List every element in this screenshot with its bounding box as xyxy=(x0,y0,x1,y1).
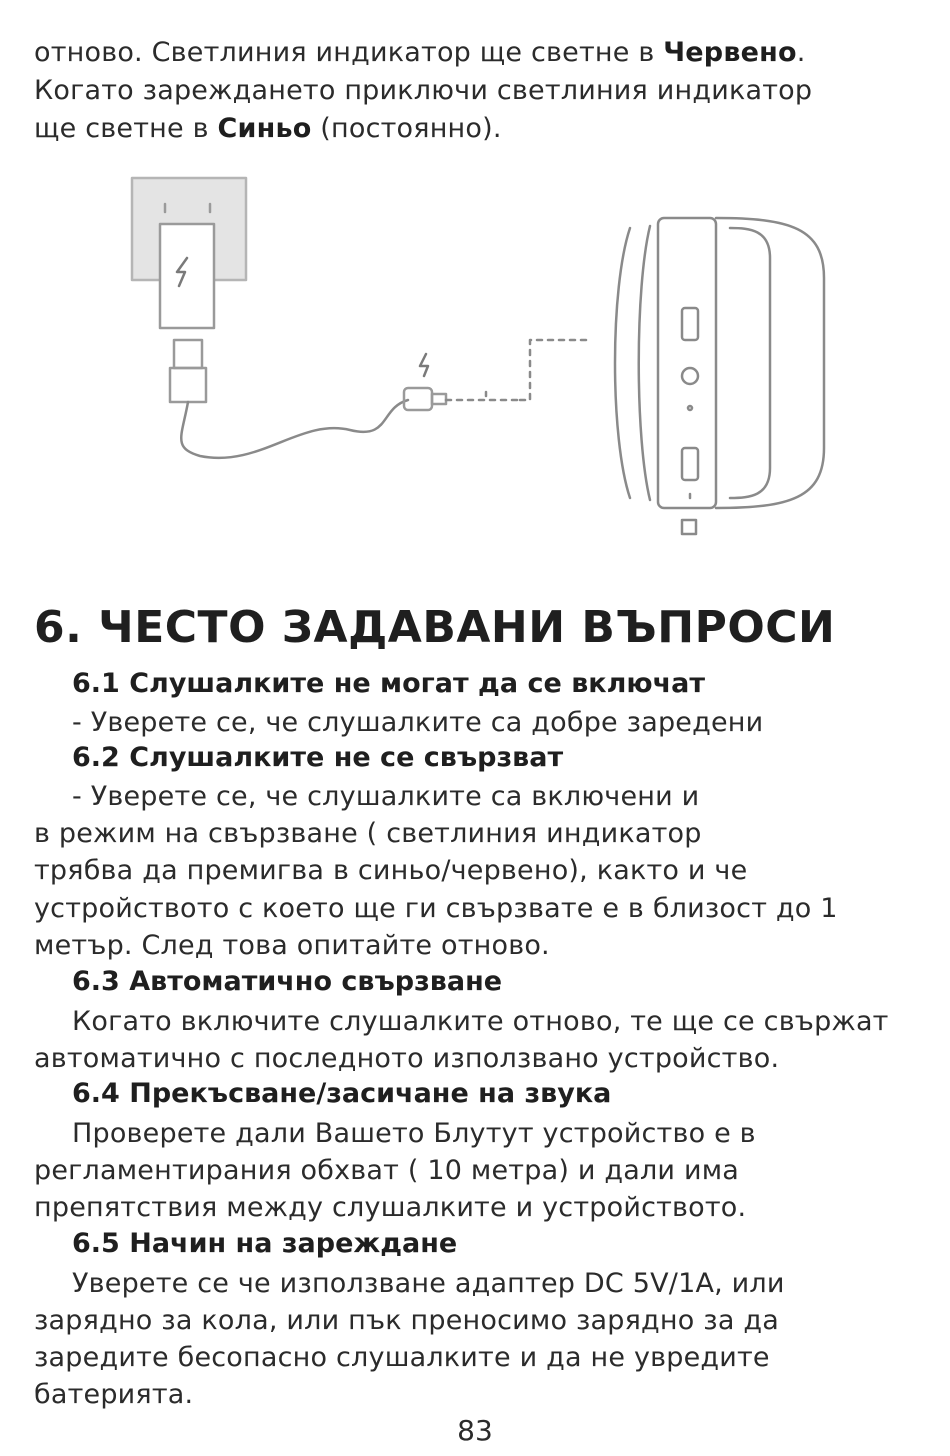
red-word: Червено xyxy=(663,37,797,68)
faq-6-4-line: Проверете дали Вашето Блутут устройство е в xyxy=(72,1118,756,1149)
intro-line-3: ще светне в Синьо (постоянно). xyxy=(34,113,502,144)
faq-6-4-title: 6.4 Прекъсване/засичане на звука xyxy=(72,1078,612,1109)
intro-line-2: Когато зареждането приключи светлиния индикатор xyxy=(34,75,813,106)
blue-word: Синьо xyxy=(217,113,312,144)
faq-6-2-line: метър. След това опитайте отново. xyxy=(34,930,550,961)
faq-6-1-line: - Уверете се, че слушалките са добре заредени xyxy=(72,707,764,738)
faq-6-2-line: трябва да премигва в синьо/червено), както и че xyxy=(34,855,748,886)
faq-6-5-line: зарядно за кола, или пък преносимо зарядно за да xyxy=(34,1305,779,1336)
faq-6-2-line: устройството с което ще ги свързвате е в близост до 1 xyxy=(34,893,838,924)
faq-6-5-line: Уверете се че използване адаптер DC 5V/1A, или xyxy=(72,1268,785,1299)
wall-socket-icon xyxy=(132,178,246,328)
faq-6-3-title: 6.3 Автоматично свързване xyxy=(72,966,503,997)
faq-6-5-line: батерията. xyxy=(34,1379,194,1410)
usb-plug-icon xyxy=(170,340,590,458)
faq-6-3-line: автоматично с последното използвано устройство. xyxy=(34,1043,780,1074)
section-title: 6. ЧЕСТО ЗАДАВАНИ ВЪПРОСИ xyxy=(34,602,836,653)
page-number: 83 xyxy=(457,1414,493,1447)
faq-6-5-title: 6.5 Начин на зареждане xyxy=(72,1228,458,1259)
intro-line-1: отново. Светлиния индикатор ще светне в Червено. xyxy=(34,37,806,68)
headphone-earcup-icon xyxy=(615,218,824,534)
faq-6-2-line: - Уверете се, че слушалките са включени и xyxy=(72,781,700,812)
faq-6-3-line: Когато включите слушалките отново, те ще се свържат xyxy=(72,1006,889,1037)
charging-illustration xyxy=(110,168,840,558)
faq-6-1-title: 6.1 Слушалките не могат да се включат xyxy=(72,668,706,699)
faq-6-5-line: заредите бесопасно слушалките и да не увредите xyxy=(34,1342,770,1373)
faq-6-4-line: регламентирания обхват ( 10 метра) и дали има xyxy=(34,1155,740,1186)
faq-6-4-line: препятствия между слушалките и устройството. xyxy=(34,1192,747,1223)
faq-6-2-line: в режим на свързване ( светлиния индикатор xyxy=(34,818,702,849)
faq-6-2-title: 6.2 Слушалките не се свързват xyxy=(72,742,564,773)
